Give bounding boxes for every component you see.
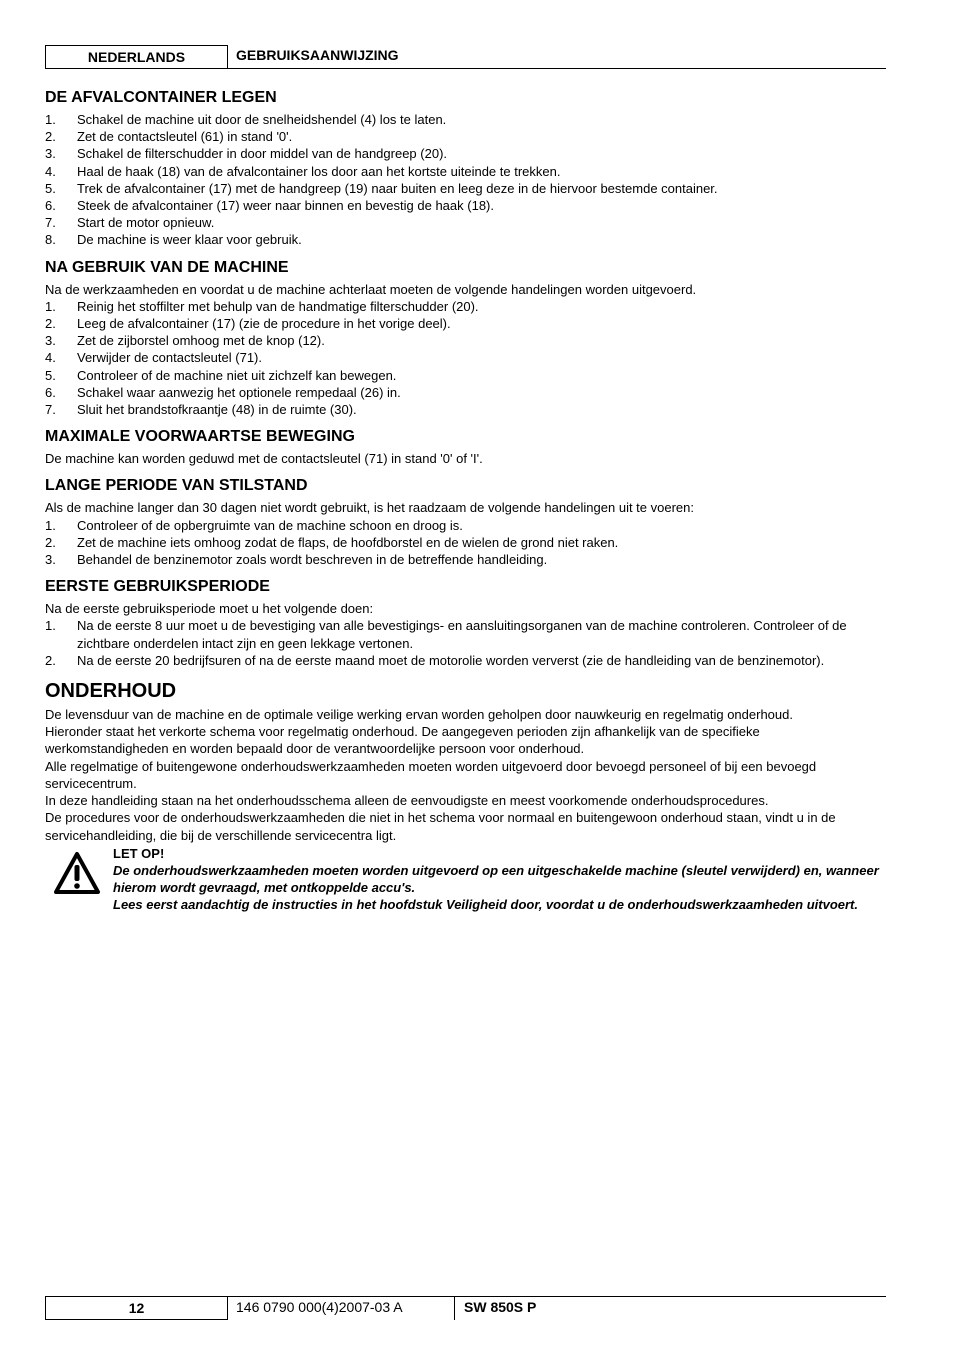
item-number: 3. <box>45 333 56 349</box>
list-item <box>45 534 886 551</box>
main-content <box>45 88 886 914</box>
step-list <box>45 517 886 569</box>
list-item <box>45 111 886 128</box>
step-list <box>45 298 886 418</box>
step-list <box>45 617 886 669</box>
section-first-use <box>45 577 886 669</box>
item-text: Sluit het brandstofkraantje (48) in de ruimte (30). <box>77 402 357 418</box>
item-text: Trek de afvalcontainer (17) met de handgreep (19) naar buiten en leeg deze in de hiervoor bestemde container. <box>77 180 718 196</box>
item-number: 1. <box>45 517 56 533</box>
header-divider <box>228 68 886 69</box>
section-max-forward <box>45 427 886 467</box>
language-label: NEDERLANDS <box>45 45 228 69</box>
item-text: Verwijder de contactsleutel (71). <box>77 350 262 366</box>
list-item <box>45 180 886 197</box>
page-header <box>45 45 886 69</box>
item-text: Na de eerste 8 uur moet u de bevestiging van alle bevestigings- en aansluitingsorganen van de machine controleren. Controleer of de zichtbare onderdelen intact zijn en geen lekkage vertonen. <box>77 618 847 651</box>
footer-separator <box>454 1296 455 1320</box>
item-text: Na de eerste 20 bedrijfsuren of na de eerste maand moet de motorolie worden ververst (zie de handleiding van de benzinemotor). <box>77 652 825 668</box>
page-footer <box>45 1296 886 1320</box>
item-text: Start de motor opnieuw. <box>77 215 215 231</box>
list-item <box>45 652 886 669</box>
item-number: 6. <box>45 384 56 400</box>
section-heading: DE AFVALCONTAINER LEGEN <box>45 89 277 106</box>
item-number: 3. <box>45 552 56 568</box>
list-item <box>45 401 886 418</box>
item-text: Schakel de filterschudder in door middel van de handgreep (20). <box>77 146 448 162</box>
paragraph: Hieronder staat het verkorte schema voor regelmatig onderhoud. De aangegeven perioden zijn afhankelijk van de specifieke werkomstandigheden en worden bepaald door de verantwoordelijke persoon voor onderhoud. <box>45 724 760 757</box>
item-number: 4. <box>45 350 56 366</box>
list-item <box>45 315 886 332</box>
item-number: 8. <box>45 232 56 248</box>
item-number: 5. <box>45 367 56 383</box>
list-item <box>45 551 886 568</box>
section-heading: LANGE PERIODE VAN STILSTAND <box>45 477 308 495</box>
list-item <box>45 298 886 315</box>
list-item <box>45 214 886 231</box>
item-number: 4. <box>45 163 56 179</box>
list-item <box>45 332 886 349</box>
document-title: GEBRUIKSAANWIJZING <box>236 47 399 63</box>
item-number: 2. <box>45 652 56 668</box>
item-text: Steek de afvalcontainer (17) weer naar binnen en bevestig de haak (18). <box>77 198 494 214</box>
item-text: Leeg de afvalcontainer (17) (zie de procedure in het vorige deel). <box>77 316 451 332</box>
item-number: 2. <box>45 534 56 550</box>
warning-text: De onderhoudswerkzaamheden moeten worden uitgevoerd op een uitgeschakelde machine (sleutel verwijderd) en, wanneer hierom wordt gevraagd, met ontkoppelde accu's. <box>113 862 879 896</box>
item-text: Controleer of de machine niet uit zichzelf kan bewegen. <box>77 367 397 383</box>
list-item <box>45 231 886 248</box>
item-text: Controleer of de opbergruimte van de machine schoon en droog is. <box>77 517 463 533</box>
list-item <box>45 145 886 162</box>
model-name: SW 850S P <box>464 1299 537 1315</box>
paragraph: De procedures voor de onderhoudswerkzaamheden die niet in het schema voor normaal en buitengewoon onderhoud staan, vindt u in de servicehandleiding, die bij de verschillende servicecentra ligt. <box>45 810 836 843</box>
section-heading: EERSTE GEBRUIKSPERIODE <box>45 578 270 596</box>
chapter-heading: ONDERHOUD <box>45 680 177 703</box>
list-item <box>45 517 886 534</box>
item-text: De machine is weer klaar voor gebruik. <box>77 232 302 248</box>
item-number: 7. <box>45 402 56 418</box>
list-item <box>45 349 886 366</box>
paragraph: Alle regelmatige of buitengewone onderhoudswerkzaamheden moeten worden uitgevoerd door bevoegd personeel of bij een bevoegd servicecentrum. <box>45 758 817 791</box>
section-intro: Na de eerste gebruiksperiode moet u het volgende doen: <box>45 601 374 617</box>
section-long-standstill <box>45 476 886 568</box>
section-after-use <box>45 258 886 419</box>
item-number: 1. <box>45 112 56 127</box>
item-number: 7. <box>45 215 56 231</box>
item-text: Haal de haak (18) van de afvalcontainer los door aan het kortste uiteinde te trekken. <box>77 163 561 179</box>
section-intro: De machine kan worden geduwd met de contactsleutel (71) in stand '0' of 'I'. <box>45 451 483 467</box>
item-text: Zet de contactsleutel (61) in stand '0'. <box>77 129 293 145</box>
item-number: 2. <box>45 316 56 332</box>
item-text: Schakel de machine uit door de snelheidshendel (4) los te laten. <box>77 112 447 127</box>
section-maintenance <box>45 679 886 913</box>
item-number: 6. <box>45 198 56 214</box>
item-number: 1. <box>45 298 56 314</box>
list-item <box>45 367 886 384</box>
item-number: 1. <box>45 618 56 634</box>
warning-box <box>45 845 886 914</box>
warning-title: LET OP! <box>113 845 165 861</box>
list-item <box>45 617 886 651</box>
section-intro: Als de machine langer dan 30 dagen niet wordt gebruikt, is het raadzaam de volgende handelingen uit te voeren: <box>45 500 694 516</box>
item-number: 3. <box>45 146 56 162</box>
item-text: Zet de zijborstel omhoog met de knop (12). <box>77 333 325 349</box>
item-text: Zet de machine iets omhoog zodat de flaps, de hoofdborstel en de wielen de grond niet raken. <box>77 534 619 550</box>
list-item <box>45 197 886 214</box>
section-heading: NA GEBRUIK VAN DE MACHINE <box>45 258 289 276</box>
list-item <box>45 128 886 145</box>
item-number: 2. <box>45 129 56 145</box>
document-code: 146 0790 000(4)2007-03 A <box>236 1299 403 1315</box>
section-empty-container <box>45 88 886 249</box>
warning-text: Lees eerst aandachtig de instructies in het hoofdstuk Veiligheid door, voordat u de onderhoudswerkzaamheden uitvoert. <box>113 897 858 913</box>
list-item <box>45 163 886 180</box>
section-intro: Na de werkzaamheden en voordat u de machine achterlaat moeten de volgende handelingen worden uitgevoerd. <box>45 281 697 297</box>
page-number: 12 <box>45 1296 228 1320</box>
section-heading: MAXIMALE VOORWAARTSE BEWEGING <box>45 428 355 446</box>
item-number: 5. <box>45 180 56 196</box>
paragraph: In deze handleiding staan na het onderhoudsschema alleen de eenvoudigste en meest voorkomende onderhoudsprocedures. <box>45 793 769 809</box>
paragraph: De levensduur van de machine en de optimale veilige werking ervan worden geholpen door nauwkeurig en regelmatig onderhoud. <box>45 707 793 723</box>
item-text: Behandel de benzinemotor zoals wordt beschreven in de betreffende handleiding. <box>77 552 548 568</box>
step-list <box>45 111 886 249</box>
item-text: Reinig het stoffilter met behulp van de handmatige filterschudder (20). <box>77 298 479 314</box>
list-item <box>45 384 886 401</box>
item-text: Schakel waar aanwezig het optionele rempedaal (26) in. <box>77 384 401 400</box>
warning-triangle-icon <box>53 851 101 895</box>
